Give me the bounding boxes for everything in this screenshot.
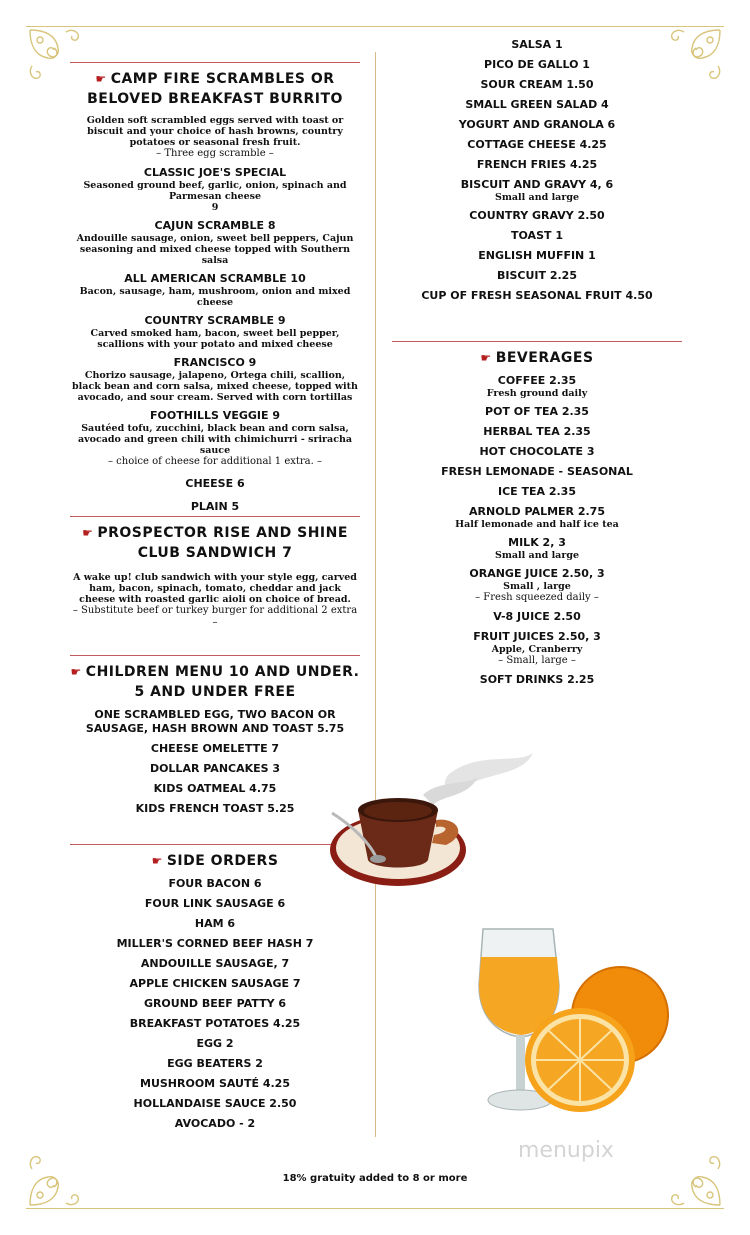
menu-item-name: KIDS OATMEAL 4.75	[153, 782, 277, 795]
menu-item-note: – choice of cheese for additional 1 extra. –	[107, 456, 323, 467]
menu-item-name: SALSA 1	[511, 38, 563, 51]
coffee-cup-icon	[328, 745, 538, 890]
section-desc: A wake up! club sandwich with your style egg, carved ham, bacon, spinach, tomato, cheddar and jack cheese with roasted garlic aioli on choice of bread.	[73, 572, 357, 605]
menu-item-name: POT OF TEA 2.35	[485, 405, 589, 418]
menu-item-name: PICO DE GALLO 1	[484, 58, 590, 71]
section-rule	[392, 341, 682, 342]
menu-item-price: 9	[211, 202, 219, 213]
menu-item-name: AVOCADO - 2	[174, 1117, 256, 1130]
section-intro: Golden soft scrambled eggs served with toast or biscuit and your choice of hash browns, country potatoes or seasonal fresh fruit.	[86, 115, 344, 148]
menu-item-sub: Half lemonade and half ice tea	[455, 519, 619, 530]
menu-item-name: CHEESE 6	[185, 477, 245, 490]
menu-item-sub: Small and large	[494, 550, 580, 561]
menu-item-name: FRUIT JUICES 2.50, 3	[473, 630, 601, 643]
pointing-hand-icon: ☛	[70, 665, 82, 679]
menu-item-desc: Carved smoked ham, bacon, sweet bell pepper, scallions with your potato and mixed cheese	[90, 328, 340, 350]
menu-item-name: FRESH LEMONADE - SEASONAL	[441, 465, 633, 478]
menu-item-name: KIDS FRENCH TOAST 5.25	[135, 802, 295, 815]
section-rule	[70, 655, 360, 656]
menu-item-name: HAM 6	[194, 917, 236, 930]
menu-item-name: HOLLANDAISE SAUCE 2.50	[133, 1097, 297, 1110]
menu-item-name: COFFEE 2.35	[497, 374, 577, 387]
menu-item-desc: Bacon, sausage, ham, mushroom, onion and mixed cheese	[79, 286, 351, 308]
section-note: – Substitute beef or turkey burger for additional 2 extra –	[72, 605, 358, 628]
menu-item-name: HOT CHOCOLATE 3	[479, 445, 595, 458]
section-title: ☛ BEVERAGES	[480, 350, 594, 366]
menu-item-sub: Small , large	[503, 581, 571, 592]
menu-item-name: BREAKFAST POTATOES 4.25	[129, 1017, 301, 1030]
menu-item-name: MILLER'S CORNED BEEF HASH 7	[116, 937, 314, 950]
menu-item-name: MILK 2, 3	[508, 536, 566, 549]
section-title: ☛ CHILDREN MENU 10 AND UNDER. 5 AND UNDER FREE	[70, 664, 360, 700]
menu-item-sub: Fresh ground daily	[486, 388, 588, 399]
menu-item-name: BISCUIT 2.25	[497, 269, 577, 282]
menu-item-name: SOUR CREAM 1.50	[480, 78, 594, 91]
section-children	[70, 655, 360, 816]
menu-item-name: COTTAGE CHEESE 4.25	[467, 138, 607, 151]
menu-item-name: ALL AMERICAN SCRAMBLE 10	[124, 272, 306, 285]
watermark: menupix	[518, 1138, 614, 1163]
menu-item-name: ONE SCRAMBLED EGG, TWO BACON OR SAUSAGE, HASH BROWN AND TOAST 5.75	[85, 708, 345, 735]
menu-item-name: FRENCH FRIES 4.25	[476, 158, 598, 171]
section-title: ☛ CAMP FIRE SCRAMBLES OR BELOVED BREAKFAST BURRITO	[87, 71, 343, 107]
orange-juice-icon	[475, 925, 675, 1120]
menu-item-name: ICE TEA 2.35	[497, 485, 576, 498]
menu-item-name: CAJUN SCRAMBLE 8	[154, 219, 276, 232]
pointing-hand-icon: ☛	[82, 526, 94, 540]
section-intro-note: – Three egg scramble –	[156, 148, 274, 159]
menu-item-name: SMALL GREEN SALAD 4	[465, 98, 609, 111]
section-sides	[70, 844, 360, 1131]
footer-gratuity-note: 18% gratuity added to 8 or more	[282, 1173, 468, 1184]
menu-item-name: PLAIN 5	[190, 500, 240, 513]
menu-item-name: CLASSIC JOE'S SPECIAL	[143, 166, 287, 179]
menu-item-name: ARNOLD PALMER 2.75	[469, 505, 605, 518]
menu-item-name: ORANGE JUICE 2.50, 3	[469, 567, 605, 580]
menu-item-desc: Seasoned ground beef, garlic, onion, spinach and Parmesan cheese	[83, 180, 347, 202]
menu-item-name: FOUR BACON 6	[168, 877, 262, 890]
section-prospector	[70, 516, 360, 629]
section-title: ☛ SIDE ORDERS	[151, 853, 279, 869]
menu-item-name: HERBAL TEA 2.35	[483, 425, 591, 438]
column-divider	[375, 52, 376, 1137]
pointing-hand-icon: ☛	[151, 854, 163, 868]
menu-item-note: – Small, large –	[498, 655, 576, 666]
section-rule	[70, 516, 360, 517]
menu-item-name: TOAST 1	[511, 229, 563, 242]
menu-item-desc: Sautéed tofu, zucchini, black bean and corn salsa, avocado and green chili with chimichurri - sriracha sauce	[77, 423, 353, 456]
menu-item-name: FOUR LINK SAUSAGE 6	[144, 897, 286, 910]
menu-item-sub: Small and large	[494, 192, 580, 203]
menu-item-name: DOLLAR PANCAKES 3	[149, 762, 281, 775]
section-title: ☛ PROSPECTOR RISE AND SHINE CLUB SANDWICH 7	[82, 525, 348, 561]
menu-item-name: MUSHROOM SAUTÉ 4.25	[140, 1077, 290, 1090]
menu-item-name: FOOTHILLS VEGGIE 9	[150, 409, 280, 422]
menu-item-name: BISCUIT AND GRAVY 4, 6	[460, 178, 614, 191]
section-rule	[70, 62, 360, 63]
menu-item-sub: Apple, Cranberry	[491, 644, 583, 655]
pointing-hand-icon: ☛	[95, 72, 107, 86]
menu-item-note: – Fresh squeezed daily –	[475, 592, 599, 603]
menu-item-desc: Andouille sausage, onion, sweet bell peppers, Cajun seasoning and mixed cheese topped with Southern salsa	[76, 233, 354, 266]
menu-item-name: SOFT DRINKS 2.25	[479, 673, 595, 686]
section-beverages	[392, 341, 682, 687]
menu-item-name: COUNTRY SCRAMBLE 9	[144, 314, 286, 327]
section-rule	[70, 844, 360, 845]
menu-item-name: EGG BEATERS 2	[167, 1057, 263, 1070]
menu-item-name: ANDOUILLE SAUSAGE, 7	[140, 957, 290, 970]
menu-item-name: CUP OF FRESH SEASONAL FRUIT 4.50	[421, 289, 653, 302]
section-campfire	[70, 62, 360, 514]
menu-item-name: ENGLISH MUFFIN 1	[478, 249, 596, 262]
menu-item-name: CHEESE OMELETTE 7	[150, 742, 280, 755]
menu-item-name: APPLE CHICKEN SAUSAGE 7	[129, 977, 301, 990]
menu-item-name: V-8 JUICE 2.50	[493, 610, 581, 623]
menu-item-name: GROUND BEEF PATTY 6	[143, 997, 287, 1010]
menu-item-desc: Chorizo sausage, jalapeno, Ortega chili, scallion, black bean and corn salsa, mixed cheese, topped with avocado, and sour cream. Served with corn tortillas	[72, 370, 358, 403]
menu-item-name: YOGURT AND GRANOLA 6	[458, 118, 616, 131]
menu-item-name: FRANCISCO 9	[173, 356, 257, 369]
menu-item-name: EGG 2	[196, 1037, 234, 1050]
pointing-hand-icon: ☛	[480, 351, 492, 365]
menu-item-name: COUNTRY GRAVY 2.50	[469, 209, 605, 222]
section-sides-continued	[392, 38, 682, 303]
